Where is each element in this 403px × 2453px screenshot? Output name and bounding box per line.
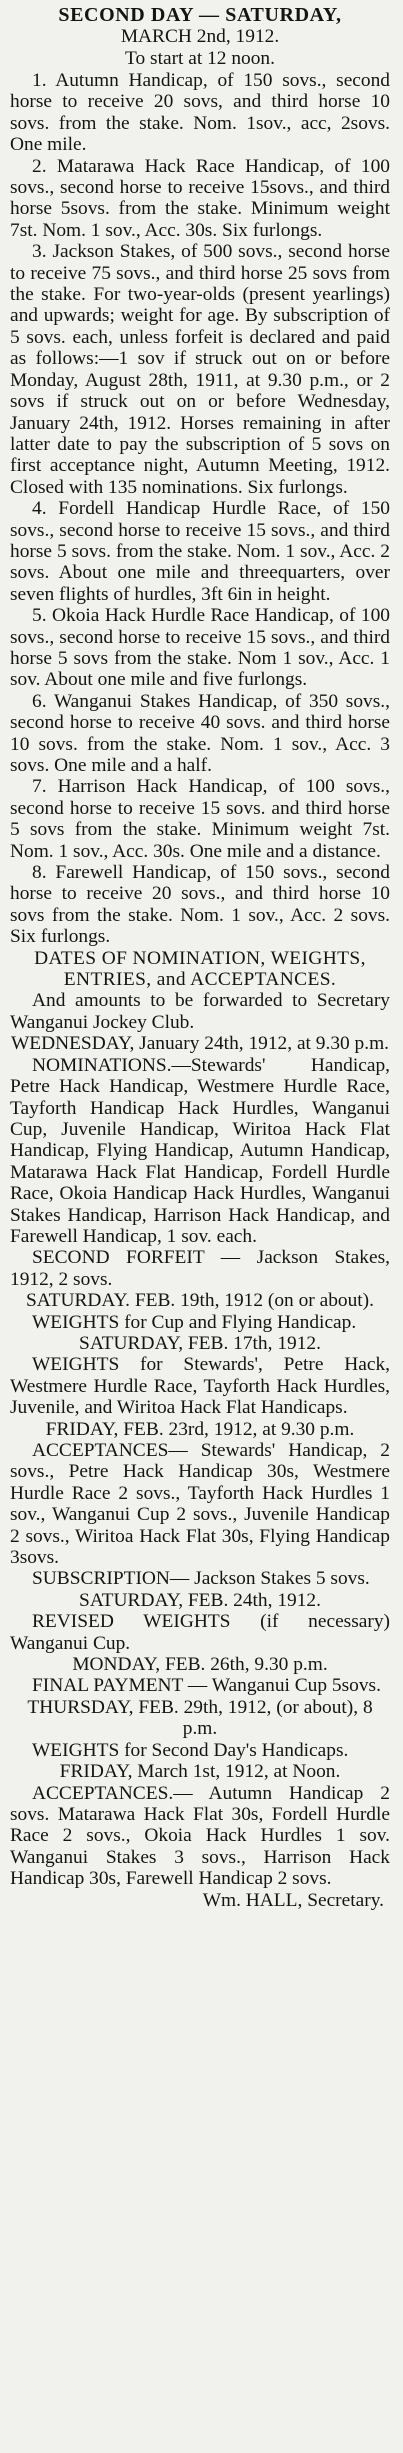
schedule-detail: ACCEPTANCES.— Autumn Handicap 2 sovs. Matarawa Hack Flat 30s, Fordell Hurdle Race 2 sovs., Okoia Hack Hurdles 1 sov. Wanganui Stakes 3 sovs., Harrison Hack Handicap 30s, Farewell Handicap 2 sovs. xyxy=(10,1782,390,1890)
schedule-detail: WEIGHTS for Stewards', Petre Hack, Westmere Hurdle Race, Tayforth Hack Hurdles, Juvenile, and Wiritoa Hack Flat Handicaps. xyxy=(10,1354,390,1419)
schedule-detail: WEIGHTS for Second Day's Handicaps. xyxy=(32,1739,349,1761)
section-date: MARCH 2nd, 1912. xyxy=(120,26,280,47)
race-entry: 8. Farewell Handicap, of 150 sovs., second horse to receive 20 sovs., and third horse 10 sovs from the stake. Nom. 1 sov., Acc. 2 sovs. Six furlongs. xyxy=(10,862,390,948)
start-time: To start at 12 noon. xyxy=(125,48,275,69)
schedule-date: SATURDAY, FEB. 17th, 1912. xyxy=(79,1332,321,1354)
schedule-date: MONDAY, FEB. 26th, 9.30 p.m. xyxy=(72,1654,328,1676)
schedule-detail: ACCEPTANCES— Stewards' Handicap, 2 sovs., Petre Hack Handicap 30s, Westmere Hurdle Race 2 sovs., Tayforth Hack Hurdles 1 sov., Wanganui Cup 2 sovs., Juvenile Handicap 2 sovs., Wiritoa Hack Flat 30s, Flying Handicap 3sovs. xyxy=(10,1440,390,1569)
race-entry: 7. Harrison Hack Handicap, of 100 sovs., second horse to receive 15 sovs. and third horse 5 sovs from the stake. Minimum weight 7st. Nom. 1 sov., Acc. 30s. One mile and a distance. xyxy=(10,776,390,862)
dates-heading: DATES OF NOMINATION, WEIGHTS, ENTRIES, and ACCEPTANCES. xyxy=(34,947,366,991)
schedule-date: SATURDAY. FEB. 19th, 1912 (on or about). xyxy=(26,1290,374,1312)
schedule-detail: WEIGHTS for Cup and Flying Handicap. xyxy=(32,1311,357,1333)
schedule-detail: FINAL PAYMENT — Wanganui Cup 5sovs. xyxy=(32,1675,381,1697)
schedule-date: SATURDAY, FEB. 24th, 1912. xyxy=(79,1589,321,1611)
schedule-detail: SUBSCRIPTION— Jackson Stakes 5 sovs. xyxy=(32,1568,370,1590)
schedule-detail: REVISED WEIGHTS (if necessary) Wanganui Cup. xyxy=(10,1611,390,1654)
schedule-date: FRIDAY, March 1st, 1912, at Noon. xyxy=(59,1761,341,1783)
race-entry: 5. Okoia Hack Hurdle Race Handicap, of 100 sovs., second horse to receive 15 sovs., and third horse 5 sovs from the stake. Nom 1 sov., Acc. 1 sov. About one mile and five furlongs. xyxy=(10,605,390,691)
race-entry: 1. Autumn Handicap, of 150 sovs., second horse to receive 20 sovs, and third horse 10 sovs. from the stake. Nom. 1sov., acc, 2sovs. One mile. xyxy=(10,70,390,156)
signature: Wm. HALL, Secretary. xyxy=(202,1889,384,1911)
schedule-date: WEDNESDAY, January 24th, 1912, at 9.30 p.m. xyxy=(10,1033,390,1055)
schedule-date: THURSDAY, FEB. 29th, 1912, (or about), 8 p.m. xyxy=(27,1696,373,1740)
newspaper-column xyxy=(10,0,390,1911)
schedule-detail: SECOND FORFEIT — Jackson Stakes, 1912, 2 sovs. xyxy=(10,1247,390,1290)
schedule-detail: NOMINATIONS.—Stewards' Handicap, Petre Hack Handicap, Westmere Hurdle Race, Tayforth Handicap Hack Hurdles, Wanganui Cup, Juvenile Handicap, Wiritoa Hack Flat Handicap, Flying Handicap, Autumn Handicap, Matarawa Hack Flat Handicap, Fordell Hurdle Race, Okoia Handicap Hack Hurdles, Wanganui Stakes Handicap, Harrison Hack Handicap, and Farewell Handicap, 1 sov. each. xyxy=(10,1054,390,1247)
race-entry: 4. Fordell Handicap Hurdle Race, of 150 sovs., second horse to receive 15 sovs., and third horse 5 sovs. from the stake. Nom. 1 sov., Acc. 2 sovs. About one mile and threequarters, over seven flights of hurdles, 3ft 6in in height. xyxy=(10,498,390,605)
dates-intro: And amounts to be forwarded to Secretary Wanganui Jockey Club. xyxy=(10,990,390,1033)
section-title: SECOND DAY — SATURDAY, xyxy=(58,4,342,26)
race-entry: 3. Jackson Stakes, of 500 sovs., second horse to receive 75 sovs., and third horse 25 sovs from the stake. For two-year-olds (present yearlings) and upwards; weight for age. By subscription of 5 sovs. each, unless forfeit is declared and paid as follows:—1 sov if struck out on or before Monday, August 28th, 1911, at 9.30 p.m., or 2 sovs if struck out on or before Wednesday, January 24th, 1912. Horses remaining in after latter date to pay the subscription of 5 sovs on first acceptance night, Autumn Meeting, 1912. Closed with 135 nominations. Six furlongs. xyxy=(10,241,390,498)
race-entry: 6. Wanganui Stakes Handicap, of 350 sovs., second horse to receive 40 sovs. and third horse 10 sovs. from the stake. Nom. 1 sov., Acc. 3 sovs. One mile and a half. xyxy=(10,690,390,776)
race-entry: 2. Matarawa Hack Race Handicap, of 100 sovs., second horse to receive 15sovs., and third horse 5sovs. from the stake. Minimum weight 7st. Nom. 1 sov., Acc. 30s. Six furlongs. xyxy=(10,155,390,241)
schedule-date: FRIDAY, FEB. 23rd, 1912, at 9.30 p.m. xyxy=(45,1418,355,1440)
